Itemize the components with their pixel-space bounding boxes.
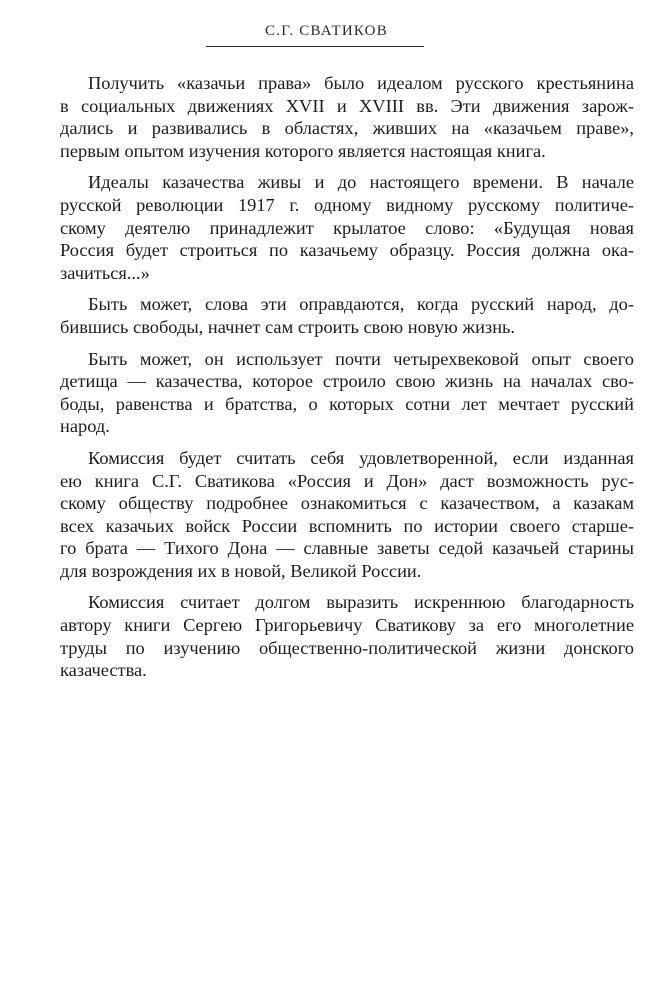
text-line: Быть может, слова эти оправдаются, когда русский народ, до- [88,294,634,315]
text-line: ею книга С.Г. Сватикова «Россия и Дон» даст возможность рус- [60,470,634,491]
text-line: скому деятелю принадлежит крылатое слово: «Будущая новая [60,217,634,238]
paragraph-3 [60,293,634,338]
text-line: дались и развивались в областях, живших на «казачьем праве», [60,118,634,139]
text-line: бившись свободы, начнет сам строить свою новую жизнь. [60,316,516,337]
text-line: для возрождения их в новой, Великой России. [60,560,422,581]
text-line: Комиссия будет считать себя удовлетворенной, если изданная [88,447,634,468]
running-title: С.Г. СВАТИКОВ [265,23,388,39]
paragraph-1 [60,72,634,162]
text-line: первым опытом изучения которого является настоящая книга. [60,140,546,161]
header-rule [206,46,424,47]
text-line: Получить «казачьи права» было идеалом русского крестьянина [88,73,634,93]
text-line: Быть может, он использует почти четырехвековой опыт своего [88,348,634,369]
text-line: детища — казачества, которое строило свою жизнь на началах сво- [60,371,634,392]
paragraph-2 [60,171,634,284]
text-line: скому обществу подробнее ознакомиться с казачеством, а казакам [60,493,634,514]
text-line: в социальных движениях XVII и XVIII вв. Эти движения зарож- [60,95,634,116]
text-line: го брата — Тихого Дона — славные заветы седой казачьей старины [60,538,634,559]
text-line: Комиссия считает долгом выразить искреннюю благодарность [88,592,634,613]
text-line: зачиться...» [60,262,150,283]
text-line: Россия будет строиться по казачьему образцу. Россия должна ока- [60,240,634,261]
paragraph-6 [60,591,634,681]
paragraph-4 [60,348,634,438]
text-line: народ. [60,416,110,437]
text-line: русской революции 1917 г. одному видному русскому политиче- [60,194,634,215]
text-line: автору книги Сергею Григорьевичу Сватикову за его многолетние [60,615,634,636]
paragraph-5 [60,447,634,583]
body-text [60,72,634,691]
text-line: Идеалы казачества живы и до настоящего времени. В начале [88,172,634,193]
text-line: боды, равенства и братства, о которых сотни лет мечтает русский [60,393,634,414]
text-line: труды по изучению общественно-политической жизни донского [60,637,634,658]
text-line: всех казачьих войск России вспомнить по истории своего старше- [60,515,634,536]
text-line: казачества. [60,660,147,681]
